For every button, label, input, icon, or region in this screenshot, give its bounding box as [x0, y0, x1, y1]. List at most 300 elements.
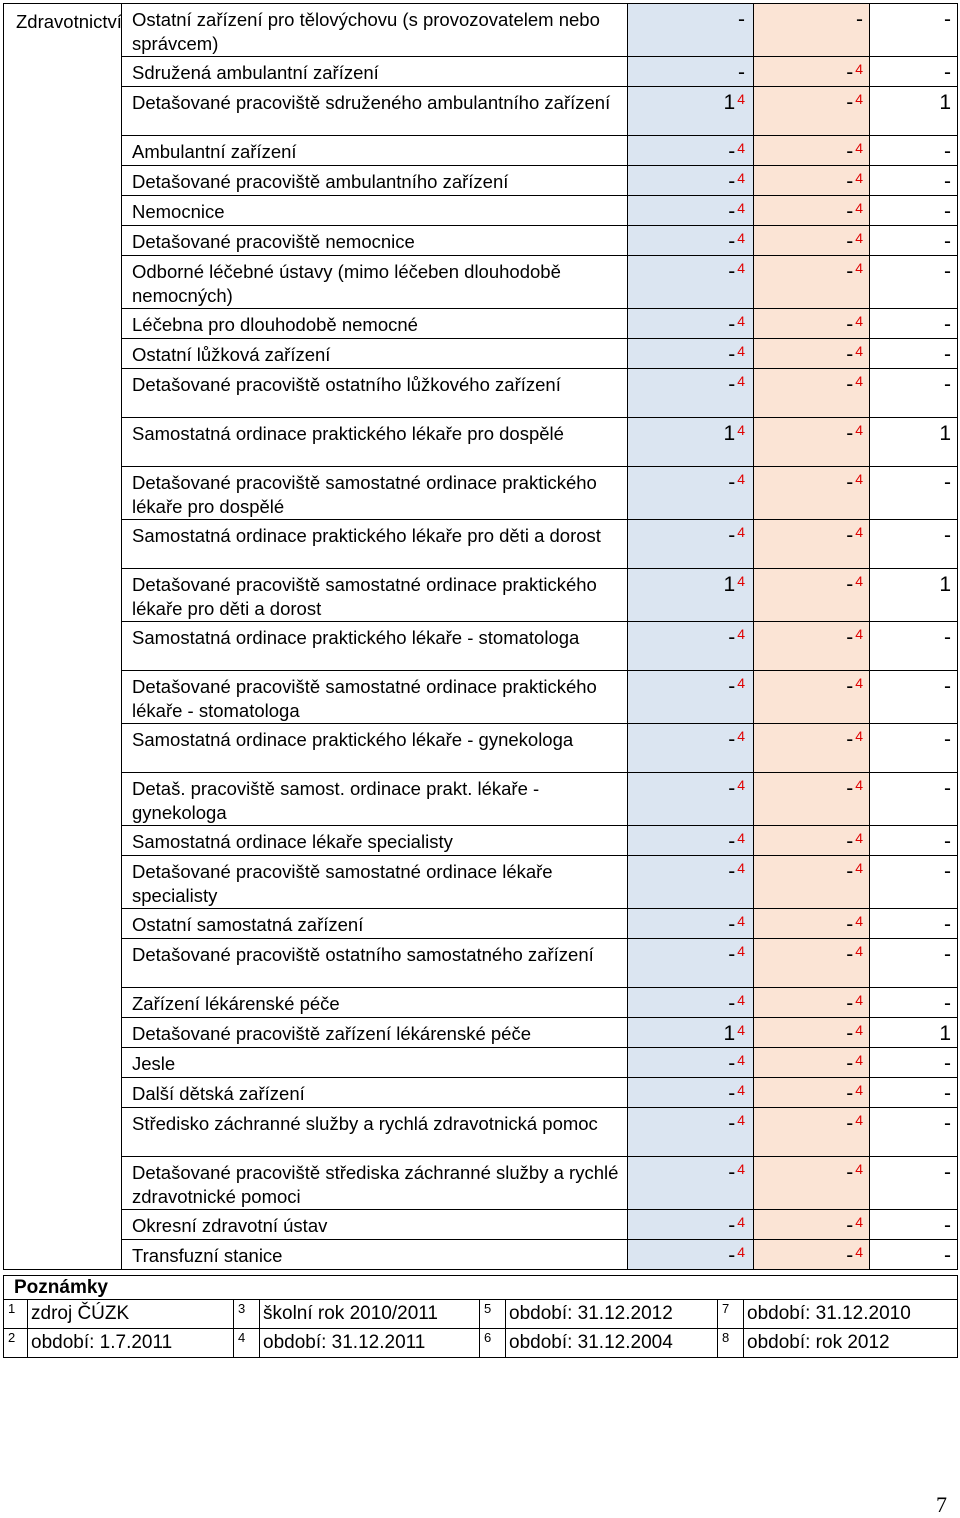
value-cell-1 — [628, 4, 754, 57]
value-cell-2 — [754, 724, 870, 773]
value-text: - — [846, 1161, 854, 1184]
footnote-marker: 4 — [855, 1214, 863, 1230]
footnote-marker: 4 — [855, 1112, 863, 1128]
footnote-marker: 4 — [737, 943, 745, 959]
facility-name: Detašované pracoviště zařízení lékárenské péče — [122, 1018, 628, 1048]
footnote-marker: 4 — [855, 471, 863, 487]
value-text: - — [846, 524, 854, 547]
table-row — [4, 1210, 958, 1240]
table-row — [4, 136, 958, 166]
table-row — [4, 467, 958, 520]
value-cell-1 — [628, 339, 754, 369]
value-text: - — [846, 373, 854, 396]
note-text: období: 31.12.2004 — [506, 1329, 718, 1358]
value-cell-2 — [754, 256, 870, 309]
value-text: - — [944, 992, 951, 1015]
value-cell-1 — [628, 166, 754, 196]
value-text: - — [944, 777, 951, 800]
value-cell-2 — [754, 87, 870, 136]
note-text: období: 31.12.2011 — [260, 1329, 480, 1358]
footnote-marker: 4 — [737, 573, 745, 589]
footnote-marker: 4 — [855, 992, 863, 1008]
table-row — [4, 988, 958, 1018]
footnote-marker: 4 — [737, 1082, 745, 1098]
facility-name: Léčebna pro dlouhodobě nemocné — [122, 309, 628, 339]
value-text: - — [728, 170, 736, 193]
table-row — [4, 226, 958, 256]
value-text: - — [728, 524, 736, 547]
value-text: - — [944, 471, 951, 494]
facility-name: Detašované pracoviště samostatné ordinace lékaře specialisty — [122, 856, 628, 909]
value-cell-2 — [754, 166, 870, 196]
note-text: období: 31.12.2010 — [744, 1300, 958, 1329]
facility-name: Detašované pracoviště ostatního lůžkového zařízení — [122, 369, 628, 418]
value-text: 1 — [939, 422, 951, 445]
value-cell-1 — [628, 724, 754, 773]
value-text: - — [728, 913, 736, 936]
value-cell-1 — [628, 256, 754, 309]
facility-name: Sdružená ambulantní zařízení — [122, 57, 628, 87]
table-row — [4, 520, 958, 569]
value-cell-2 — [754, 909, 870, 939]
value-cell-2 — [754, 988, 870, 1018]
value-cell-3 — [870, 1078, 958, 1108]
value-cell-2 — [754, 1048, 870, 1078]
footnote-marker: 4 — [855, 675, 863, 691]
value-cell-1 — [628, 369, 754, 418]
value-cell-1 — [628, 87, 754, 136]
value-text: - — [944, 1244, 951, 1267]
value-cell-3 — [870, 339, 958, 369]
value-text: - — [944, 8, 951, 31]
value-cell-3 — [870, 166, 958, 196]
value-text: - — [944, 524, 951, 547]
facility-name: Samostatná ordinace lékaře specialisty — [122, 826, 628, 856]
value-cell-2 — [754, 856, 870, 909]
value-cell-1 — [628, 226, 754, 256]
value-text: - — [846, 728, 854, 751]
footnote-marker: 4 — [855, 524, 863, 540]
note-number: 3 — [234, 1300, 260, 1329]
table-row — [4, 87, 958, 136]
value-cell-3 — [870, 826, 958, 856]
value-text: - — [728, 1244, 736, 1267]
value-cell-1 — [628, 1157, 754, 1210]
footnote-marker: 4 — [737, 260, 745, 276]
value-text: - — [846, 777, 854, 800]
value-cell-1 — [628, 196, 754, 226]
value-cell-3 — [870, 4, 958, 57]
value-text: - — [728, 1082, 736, 1105]
page-number: 7 — [936, 1492, 947, 1517]
footnote-marker: 4 — [855, 343, 863, 359]
value-text: - — [944, 313, 951, 336]
note-text: období: rok 2012 — [744, 1329, 958, 1358]
value-text: - — [728, 471, 736, 494]
value-text: - — [944, 675, 951, 698]
footnote-marker: 4 — [737, 200, 745, 216]
facilities-table-body — [4, 4, 958, 1270]
table-row — [4, 4, 958, 57]
value-text: - — [846, 230, 854, 253]
value-text: - — [846, 422, 854, 445]
table-row — [4, 339, 958, 369]
table-row — [4, 671, 958, 724]
value-text: - — [846, 992, 854, 1015]
value-cell-2 — [754, 369, 870, 418]
value-cell-2 — [754, 1108, 870, 1157]
table-row — [4, 909, 958, 939]
value-text: - — [728, 626, 736, 649]
notes-title: Poznámky — [4, 1276, 958, 1300]
note-number: 7 — [718, 1300, 744, 1329]
footnote-marker: 4 — [737, 140, 745, 156]
facility-name: Jesle — [122, 1048, 628, 1078]
value-text: - — [846, 626, 854, 649]
value-cell-2 — [754, 773, 870, 826]
facility-name: Nemocnice — [122, 196, 628, 226]
value-cell-3 — [870, 309, 958, 339]
table-row — [4, 256, 958, 309]
value-cell-3 — [870, 909, 958, 939]
table-row — [4, 773, 958, 826]
facility-name: Odborné léčebné ústavy (mimo léčeben dlouhodobě nemocných) — [122, 256, 628, 309]
value-cell-2 — [754, 4, 870, 57]
note-text: zdroj ČÚZK — [28, 1300, 234, 1329]
value-text: - — [846, 1052, 854, 1075]
footnote-marker: 4 — [855, 230, 863, 246]
footnote-marker: 4 — [737, 422, 745, 438]
value-text: 1 — [939, 91, 951, 114]
note-number: 8 — [718, 1329, 744, 1358]
facility-name: Detašované pracoviště samostatné ordinace praktického lékaře pro děti a dorost — [122, 569, 628, 622]
footnote-marker: 4 — [737, 170, 745, 186]
footnote-marker: 4 — [855, 626, 863, 642]
value-text: 1 — [939, 1022, 951, 1045]
footnote-marker: 4 — [737, 1022, 745, 1038]
value-cell-3 — [870, 1210, 958, 1240]
footnote-marker: 4 — [855, 1052, 863, 1068]
table-row — [4, 166, 958, 196]
value-text: - — [846, 260, 854, 283]
value-text: - — [944, 343, 951, 366]
value-cell-2 — [754, 939, 870, 988]
value-cell-2 — [754, 622, 870, 671]
value-cell-2 — [754, 467, 870, 520]
footnote-marker: 4 — [737, 992, 745, 1008]
value-text: - — [846, 471, 854, 494]
facility-name: Detašované pracoviště sdruženého ambulantního zařízení — [122, 87, 628, 136]
note-number: 4 — [234, 1329, 260, 1358]
value-text: - — [846, 61, 854, 84]
facility-name: Ostatní samostatná zařízení — [122, 909, 628, 939]
value-text: 1 — [723, 422, 736, 445]
value-cell-1 — [628, 909, 754, 939]
value-cell-1 — [628, 1078, 754, 1108]
value-text: - — [728, 728, 736, 751]
value-cell-2 — [754, 1157, 870, 1210]
value-text: - — [846, 313, 854, 336]
footnote-marker: 4 — [855, 1244, 863, 1260]
footnote-marker: 4 — [737, 343, 745, 359]
facility-name: Detašované pracoviště samostatné ordinace praktického lékaře - stomatologa — [122, 671, 628, 724]
value-text: - — [846, 343, 854, 366]
facility-name: Samostatná ordinace praktického lékaře pro dospělé — [122, 418, 628, 467]
footnote-marker: 4 — [855, 573, 863, 589]
value-cell-3 — [870, 87, 958, 136]
footnote-marker: 4 — [737, 626, 745, 642]
value-text: - — [944, 830, 951, 853]
footnote-marker: 4 — [737, 313, 745, 329]
value-text: - — [728, 777, 736, 800]
value-text: - — [944, 1214, 951, 1237]
value-text: - — [846, 1244, 854, 1267]
facility-name: Samostatná ordinace praktického lékaře - gynekologa — [122, 724, 628, 773]
value-cell-1 — [628, 939, 754, 988]
facility-name: Detašované pracoviště střediska záchranné služby a rychlé zdravotnické pomoci — [122, 1157, 628, 1210]
value-cell-3 — [870, 1240, 958, 1270]
value-text: - — [856, 8, 863, 31]
value-text: - — [728, 313, 736, 336]
facilities-table — [3, 3, 958, 1270]
value-cell-2 — [754, 826, 870, 856]
value-cell-3 — [870, 369, 958, 418]
facility-name: Středisko záchranné služby a rychlá zdravotnická pomoc — [122, 1108, 628, 1157]
note-number: 2 — [4, 1329, 28, 1358]
value-text: - — [846, 1112, 854, 1135]
footnote-marker: 4 — [855, 777, 863, 793]
value-cell-3 — [870, 1018, 958, 1048]
footnote-marker: 4 — [855, 200, 863, 216]
value-text: - — [728, 1161, 736, 1184]
footnote-marker: 4 — [737, 373, 745, 389]
footnote-marker: 4 — [737, 728, 745, 744]
table-row — [4, 1078, 958, 1108]
facility-name: Ostatní zařízení pro tělovýchovu (s provozovatelem nebo správcem) — [122, 4, 628, 57]
value-text: - — [728, 260, 736, 283]
value-text: - — [944, 728, 951, 751]
value-text: - — [738, 8, 745, 31]
footnote-marker: 4 — [855, 140, 863, 156]
value-cell-3 — [870, 1108, 958, 1157]
value-text: - — [728, 230, 736, 253]
footnote-marker: 4 — [855, 422, 863, 438]
facility-name: Další dětská zařízení — [122, 1078, 628, 1108]
value-cell-2 — [754, 569, 870, 622]
value-cell-1 — [628, 467, 754, 520]
footnote-marker: 4 — [737, 1052, 745, 1068]
value-text: - — [846, 830, 854, 853]
value-cell-3 — [870, 856, 958, 909]
value-cell-2 — [754, 1210, 870, 1240]
value-cell-3 — [870, 671, 958, 724]
value-text: - — [944, 1082, 951, 1105]
value-text: - — [944, 230, 951, 253]
table-row — [4, 826, 958, 856]
value-text: - — [944, 626, 951, 649]
footnote-marker: 4 — [737, 1214, 745, 1230]
footnote-marker: 4 — [737, 777, 745, 793]
note-text: období: 1.7.2011 — [28, 1329, 234, 1358]
value-cell-1 — [628, 136, 754, 166]
value-cell-3 — [870, 1048, 958, 1078]
value-text: - — [728, 943, 736, 966]
value-text: - — [846, 860, 854, 883]
table-row — [4, 1240, 958, 1270]
value-text: - — [944, 1052, 951, 1075]
value-cell-3 — [870, 256, 958, 309]
value-text: - — [728, 1112, 736, 1135]
value-cell-2 — [754, 1018, 870, 1048]
value-cell-3 — [870, 1157, 958, 1210]
facility-name: Detašované pracoviště nemocnice — [122, 226, 628, 256]
value-text: - — [728, 140, 736, 163]
value-cell-3 — [870, 57, 958, 87]
value-cell-3 — [870, 569, 958, 622]
table-row — [4, 369, 958, 418]
category-cell: Zdravotnictví — [4, 4, 122, 1270]
value-text: 1 — [723, 573, 736, 596]
value-cell-2 — [754, 226, 870, 256]
footnote-marker: 4 — [855, 1161, 863, 1177]
value-text: - — [944, 860, 951, 883]
footnote-marker: 4 — [737, 1244, 745, 1260]
footnote-marker: 4 — [855, 913, 863, 929]
value-cell-3 — [870, 724, 958, 773]
value-text: 1 — [939, 573, 951, 596]
value-cell-3 — [870, 136, 958, 166]
value-text: - — [846, 200, 854, 223]
value-cell-2 — [754, 671, 870, 724]
footnote-marker: 4 — [855, 260, 863, 276]
table-row — [4, 1157, 958, 1210]
footnote-marker: 4 — [737, 675, 745, 691]
value-cell-3 — [870, 988, 958, 1018]
value-text: - — [738, 61, 745, 84]
table-row — [4, 1048, 958, 1078]
facility-name: Detašované pracoviště samostatné ordinace praktického lékaře pro dospělé — [122, 467, 628, 520]
footnote-marker: 4 — [737, 524, 745, 540]
value-text: - — [944, 1161, 951, 1184]
value-text: - — [944, 1112, 951, 1135]
value-cell-3 — [870, 520, 958, 569]
footnote-marker: 4 — [737, 860, 745, 876]
footnote-marker: 4 — [855, 943, 863, 959]
value-cell-2 — [754, 309, 870, 339]
table-row — [4, 196, 958, 226]
value-text: - — [944, 140, 951, 163]
footnote-marker: 4 — [855, 170, 863, 186]
value-cell-2 — [754, 196, 870, 226]
value-cell-2 — [754, 339, 870, 369]
footnote-marker: 4 — [855, 91, 863, 107]
value-cell-1 — [628, 520, 754, 569]
footnote-marker: 4 — [737, 1112, 745, 1128]
footnote-marker: 4 — [855, 860, 863, 876]
value-text: - — [728, 343, 736, 366]
value-cell-2 — [754, 1240, 870, 1270]
facility-name: Ostatní lůžková zařízení — [122, 339, 628, 369]
facility-name: Detašované pracoviště ambulantního zařízení — [122, 166, 628, 196]
value-cell-1 — [628, 1240, 754, 1270]
note-text: školní rok 2010/2011 — [260, 1300, 480, 1329]
value-text: - — [846, 943, 854, 966]
value-cell-3 — [870, 418, 958, 467]
footnote-marker: 4 — [855, 373, 863, 389]
facility-name: Ambulantní zařízení — [122, 136, 628, 166]
footnote-marker: 4 — [737, 471, 745, 487]
value-text: - — [846, 1022, 854, 1045]
footnote-marker: 4 — [737, 830, 745, 846]
value-cell-3 — [870, 939, 958, 988]
note-text: období: 31.12.2012 — [506, 1300, 718, 1329]
value-cell-2 — [754, 1078, 870, 1108]
value-cell-1 — [628, 418, 754, 467]
value-text: - — [944, 170, 951, 193]
footnote-marker: 4 — [855, 61, 863, 77]
footnote-marker: 4 — [737, 913, 745, 929]
value-cell-1 — [628, 1048, 754, 1078]
table-row — [4, 309, 958, 339]
table-row — [4, 1018, 958, 1048]
value-cell-1 — [628, 773, 754, 826]
table-row — [4, 856, 958, 909]
value-text: - — [846, 1214, 854, 1237]
notes-table — [3, 1275, 958, 1358]
value-text: - — [728, 860, 736, 883]
facility-name: Transfuzní stanice — [122, 1240, 628, 1270]
facility-name: Detaš. pracoviště samost. ordinace prakt. lékaře - gynekologa — [122, 773, 628, 826]
footnote-marker: 4 — [737, 1161, 745, 1177]
value-cell-1 — [628, 57, 754, 87]
value-cell-1 — [628, 671, 754, 724]
note-number: 1 — [4, 1300, 28, 1329]
table-row — [4, 939, 958, 988]
value-text: 1 — [723, 1022, 736, 1045]
value-text: - — [728, 200, 736, 223]
value-text: - — [728, 675, 736, 698]
value-text: - — [846, 170, 854, 193]
value-cell-1 — [628, 988, 754, 1018]
note-number: 5 — [480, 1300, 506, 1329]
value-text: - — [846, 913, 854, 936]
value-text: - — [846, 1082, 854, 1105]
value-text: - — [728, 1052, 736, 1075]
value-text: - — [728, 1214, 736, 1237]
footnote-marker: 4 — [855, 313, 863, 329]
table-row — [4, 1108, 958, 1157]
facility-name: Samostatná ordinace praktického lékaře - stomatologa — [122, 622, 628, 671]
facility-name: Detašované pracoviště ostatního samostatného zařízení — [122, 939, 628, 988]
value-cell-1 — [628, 1018, 754, 1048]
footnote-marker: 4 — [855, 728, 863, 744]
value-cell-3 — [870, 773, 958, 826]
facility-name: Zařízení lékárenské péče — [122, 988, 628, 1018]
value-text: - — [944, 61, 951, 84]
table-row — [4, 622, 958, 671]
footnote-marker: 4 — [737, 91, 745, 107]
value-text: - — [846, 675, 854, 698]
value-text: - — [846, 91, 854, 114]
value-text: - — [728, 830, 736, 853]
footnote-marker: 4 — [855, 830, 863, 846]
value-cell-3 — [870, 226, 958, 256]
value-text: - — [944, 260, 951, 283]
value-text: - — [728, 373, 736, 396]
value-cell-1 — [628, 1210, 754, 1240]
value-text: - — [944, 913, 951, 936]
value-cell-1 — [628, 856, 754, 909]
